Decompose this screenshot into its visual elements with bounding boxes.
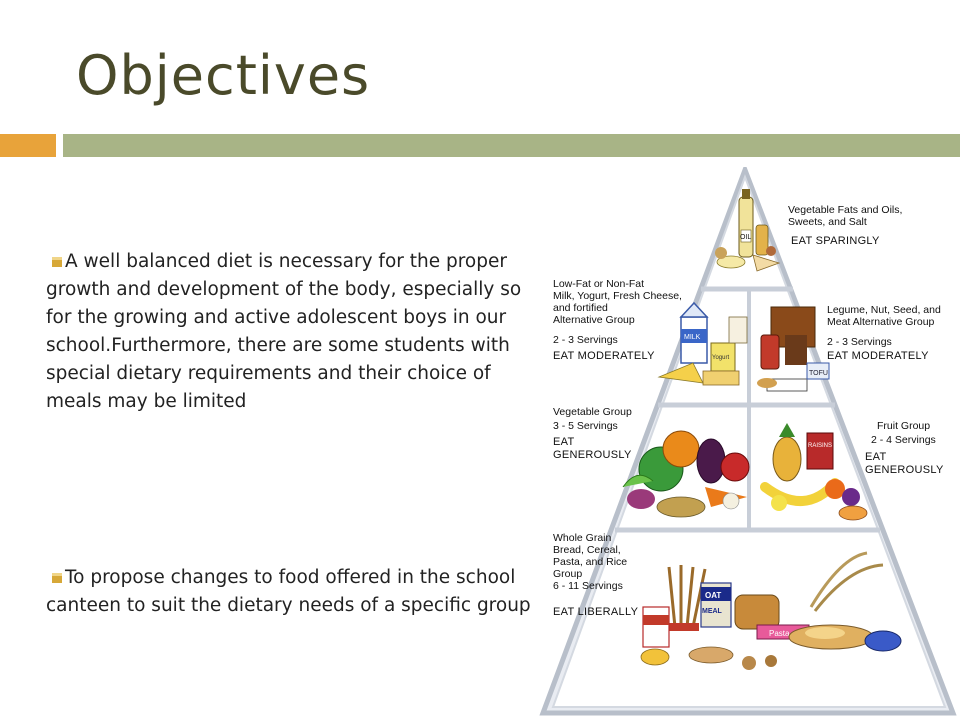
tier-dairy-line-2: Milk, Yogurt, Fresh Cheese, <box>553 290 682 302</box>
slide-title: Objectives <box>76 44 371 107</box>
tier-fats-line-1: Vegetable Fats and Oils, <box>788 204 903 216</box>
tier-fruit-line-2: 2 - 4 Servings <box>871 434 936 446</box>
tier-fruit-eat-1: EAT <box>865 451 887 463</box>
yogurt-text: Yogurt <box>712 355 730 361</box>
tier-fats-line-2: Sweets, and Salt <box>788 216 867 228</box>
tier-dairy-line-5: 2 - 3 Servings <box>553 334 618 346</box>
tier-grain-line-4: Group <box>553 568 583 580</box>
tier-meat-line-1: Legume, Nut, Seed, and <box>827 304 941 316</box>
tier-fruit-eat-2: GENEROUSLY <box>865 464 944 476</box>
tofu-text: TOFU <box>809 370 828 377</box>
food-pyramid <box>535 167 960 720</box>
tier-grain-line-1: Whole Grain <box>553 532 612 544</box>
objective-text-1: A well balanced diet is necessary for the proper growth and development of the body, especially so for the growing and active adolescent boys in our school.Furthermore, there are some students with special dietary requirements and their choice of meals may be limited <box>46 251 522 412</box>
tier-fats-eat: EAT SPARINGLY <box>791 235 880 247</box>
tier-fruit-line-1: Fruit Group <box>877 420 931 432</box>
tier-veg-eat-1: EAT <box>553 436 575 448</box>
tier-grain-line-5: 6 - 11 Servings <box>553 580 623 592</box>
oil-text: OIL <box>740 234 752 241</box>
milk-text: MILK <box>684 334 701 341</box>
tier-dairy-line-3: and fortified <box>553 302 608 314</box>
meal-text: MEAL <box>702 608 722 615</box>
accent-bar-green <box>63 134 960 157</box>
pasta-text: Pasta <box>769 629 790 638</box>
tier-grain-line-3: Pasta, and Rice <box>553 556 628 568</box>
objective-text-2: To propose changes to food offered in the school canteen to suit the dietary needs of a specific group <box>46 567 531 616</box>
tier-meat-eat: EAT MODERATELY <box>827 350 929 362</box>
tier-veg-line-2: 3 - 5 Servings <box>553 420 618 432</box>
accent-bar-orange <box>0 134 56 157</box>
bullet-square-icon <box>52 573 62 583</box>
tier-grain-line-2: Bread, Cereal, <box>553 544 621 556</box>
tier-dairy-line-4: Alternative Group <box>553 314 635 326</box>
tier-veg-line-1: Vegetable Group <box>553 406 632 418</box>
raisins-text: RAISINS <box>808 443 833 449</box>
objective-bullet-1 <box>46 248 546 416</box>
oat-text: OAT <box>705 591 722 600</box>
tier-dairy-line-1: Low-Fat or Non-Fat <box>553 278 645 290</box>
bullet-square-icon <box>52 257 62 267</box>
tier-veg-eat-2: GENEROUSLY <box>553 449 632 461</box>
tier-dairy-eat: EAT MODERATELY <box>553 350 655 362</box>
tier-grain-eat: EAT LIBERALLY <box>553 606 639 618</box>
tier-meat-line-3: 2 - 3 Servings <box>827 336 892 348</box>
objective-bullet-2 <box>46 564 556 620</box>
tier-meat-line-2: Meat Alternative Group <box>827 316 935 328</box>
